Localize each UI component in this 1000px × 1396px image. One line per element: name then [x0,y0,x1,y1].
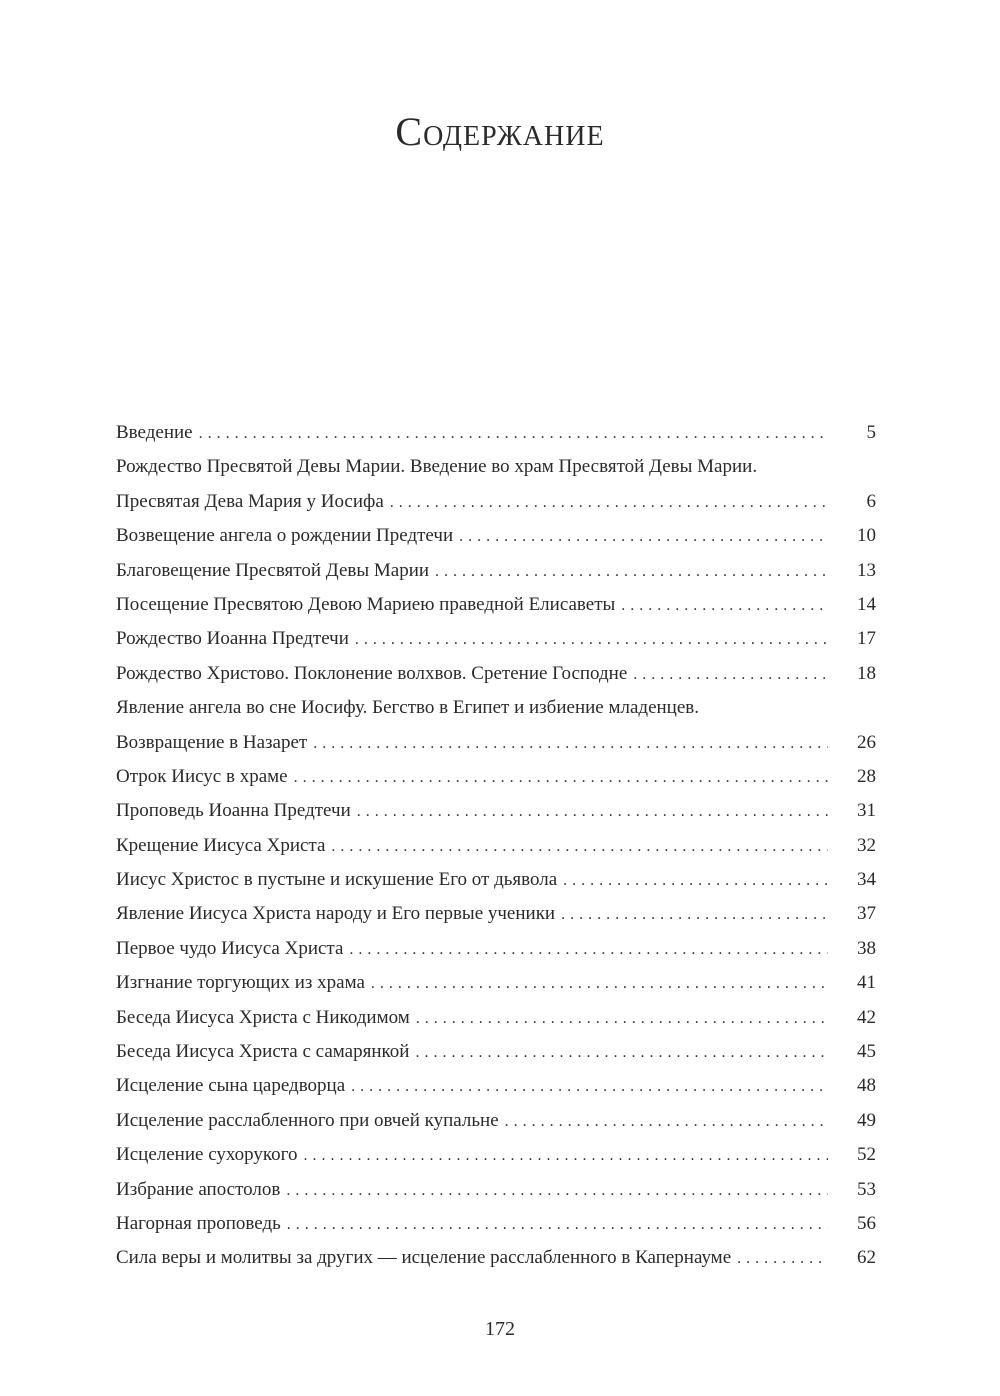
toc-entry [116,794,876,828]
toc-entry-title: Изгнание торгующих из храма [116,966,371,1000]
toc-entry [116,863,876,897]
toc-entry [116,1069,876,1103]
toc-entry-page: 49 [828,1104,876,1138]
toc-entry-page: 31 [828,794,876,828]
toc-dot-leader [416,1002,828,1036]
toc-entry-title: Рождество Пресвятой Девы Марии. Введение во храм Пресвятой Девы Марии. [116,450,763,484]
toc-entry-title: Сила веры и молитвы за других — исцеление расслабленного в Капернауме [116,1241,737,1275]
toc-entry [116,485,876,519]
toc-entry-title: Возвращение в Назарет [116,726,313,760]
toc-entry [116,726,876,760]
toc-entry-title: Возвещение ангела о рождении Предтечи [116,519,459,553]
toc-entry-page: 56 [828,1207,876,1241]
toc-dot-leader [303,1139,828,1173]
toc-dot-leader [563,864,828,898]
toc-entry-title: Пресвятая Дева Мария у Иосифа [116,485,390,519]
toc-entry-title: Иисус Христос в пустыне и искушение Его от дьявола [116,863,563,897]
toc-entry [116,897,876,931]
toc-entry-page: 32 [828,829,876,863]
toc-dot-leader [371,967,828,1001]
toc-dot-leader [435,555,828,589]
toc-entry-page: 53 [828,1173,876,1207]
toc-entry-title: Проповедь Иоанна Предтечи [116,794,357,828]
toc-entry [116,1001,876,1035]
toc-entry-title: Беседа Иисуса Христа с самарянкой [116,1035,415,1069]
toc-entry-title: Явление Иисуса Христа народу и Его первые ученики [116,897,561,931]
toc-dot-leader [349,933,828,967]
toc-entry-page: 48 [828,1069,876,1103]
toc-entry-page: 17 [828,622,876,656]
toc-entry [116,691,876,725]
toc-entry-title: Крещение Иисуса Христа [116,829,331,863]
toc-entry-page: 14 [828,588,876,622]
toc-entry-title: Явление ангела во сне Иосифу. Бегство в Египет и избиение младенцев. [116,691,705,725]
toc-entry-page: 38 [828,932,876,966]
toc-entry-title: Беседа Иисуса Христа с Никодимом [116,1001,416,1035]
toc-dot-leader [357,795,828,829]
toc-entry-page: 28 [828,760,876,794]
toc-entry [116,760,876,794]
toc-entry [116,519,876,553]
toc-entry [116,1241,876,1275]
toc-dot-leader [415,1036,828,1070]
page-title: Содержание [395,109,605,154]
toc-entry-page: 6 [828,485,876,519]
toc-dot-leader [621,589,828,623]
toc-entry-page: 42 [828,1001,876,1035]
toc-entry-title: Нагорная проповедь [116,1207,287,1241]
toc-dot-leader [313,727,828,761]
toc-entry-title: Исцеление сухорукого [116,1138,303,1172]
toc-entry-title: Рождество Христово. Поклонение волхвов. Сретение Господне [116,657,633,691]
toc-entry-page: 10 [828,519,876,553]
toc-entry-title: Введение [116,416,199,450]
toc-entry-page: 5 [828,416,876,450]
toc-entry [116,1035,876,1069]
toc-dot-leader [287,1208,828,1242]
toc-entry-title: Рождество Иоанна Предтечи [116,622,355,656]
toc-entry-title: Посещение Пресвятою Девою Мариею праведной Елисаветы [116,588,621,622]
toc-entry [116,554,876,588]
toc-entry [116,657,876,691]
toc-entry-page: 26 [828,726,876,760]
table-of-contents [116,416,876,1276]
toc-entry [116,588,876,622]
toc-entry-page: 34 [828,863,876,897]
toc-entry-title: Отрок Иисус в храме [116,760,294,794]
toc-entry [116,1138,876,1172]
toc-entry [116,1173,876,1207]
toc-dot-leader [331,830,828,864]
toc-entry [116,932,876,966]
toc-entry-page: 52 [828,1138,876,1172]
toc-entry-page: 13 [828,554,876,588]
page-number: 172 [485,1318,515,1340]
toc-entry [116,966,876,1000]
toc-entry [116,1207,876,1241]
toc-entry-page: 62 [828,1241,876,1275]
toc-entry-page: 41 [828,966,876,1000]
toc-dot-leader [459,520,828,554]
toc-entry [116,1104,876,1138]
toc-dot-leader [633,658,828,692]
toc-entry-title: Исцеление расслабленного при овчей купальне [116,1104,505,1138]
toc-dot-leader [737,1242,828,1276]
toc-entry-page: 45 [828,1035,876,1069]
toc-dot-leader [390,486,828,520]
toc-entry-page: 37 [828,897,876,931]
toc-entry [116,622,876,656]
toc-dot-leader [286,1174,828,1208]
toc-entry-title: Исцеление сына царедворца [116,1069,351,1103]
toc-entry-page: 18 [828,657,876,691]
toc-entry-title: Первое чудо Иисуса Христа [116,932,349,966]
toc-dot-leader [351,1070,828,1104]
toc-entry-title: Избрание апостолов [116,1173,286,1207]
toc-entry [116,416,876,450]
toc-dot-leader [355,623,828,657]
toc-dot-leader [505,1105,828,1139]
toc-dot-leader [199,417,828,451]
toc-entry [116,829,876,863]
toc-entry-title: Благовещение Пресвятой Девы Марии [116,554,435,588]
toc-dot-leader [561,898,828,932]
toc-dot-leader [294,761,828,795]
toc-entry [116,450,876,484]
